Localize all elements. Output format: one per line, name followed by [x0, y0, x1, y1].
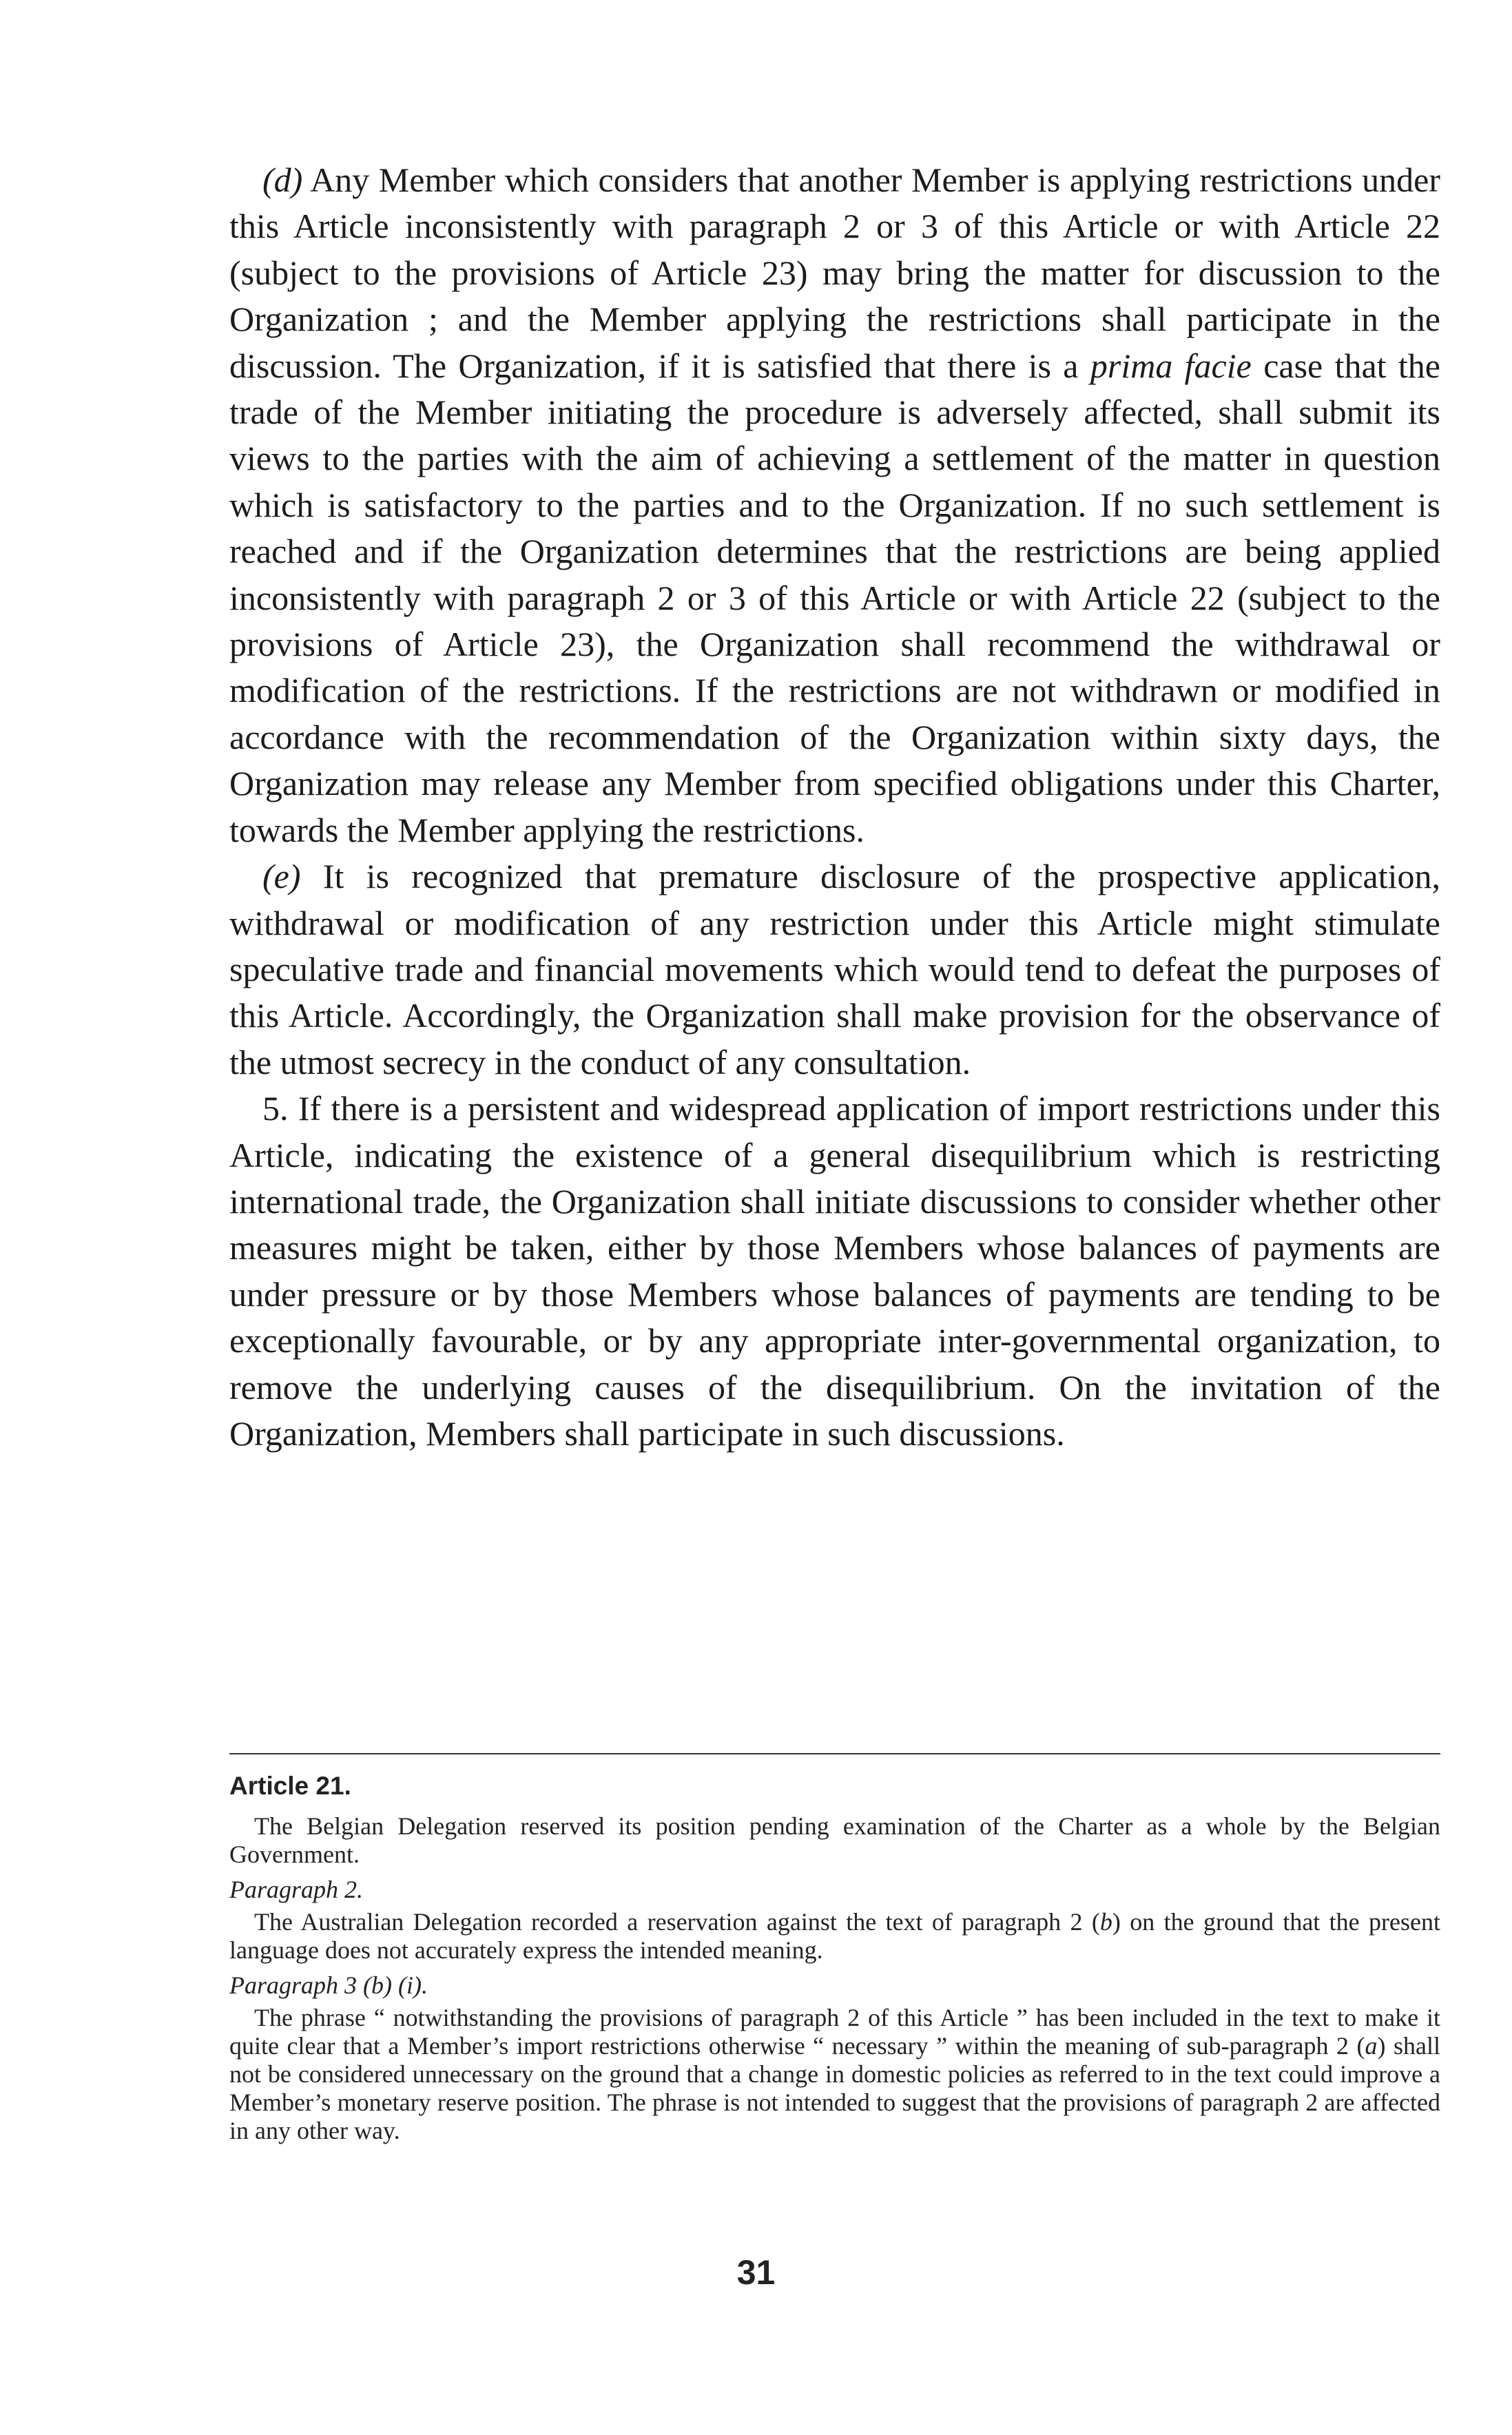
phrase-note	[229, 2004, 1440, 2145]
paragraph-2-heading: Paragraph 2.	[229, 1876, 364, 1903]
paragraph-e-text: It is recognized that premature disclosure of the prospective application, withdrawal or modification of any restriction under this Article might stimulate speculative trade and financial movements which would tend to defeat the purposes of this Article. Accordingly, the Organization shall make provision for the observance of the utmost secrecy in the conduct of any consultation.	[229, 857, 1440, 1081]
paragraph-d	[229, 157, 1440, 853]
paragraph-5: 5. If there is a persistent and widespread application of import restrictions under this Article, indicating the existence of a general disequilibrium which is restricting international trade, the Organization shall initiate discussions to consider whether other measures might be taken, either by those Members whose balances of payments are under pressure or by those Members whose balances of payments are tending to be exceptionally favourable, or by any appropriate inter-governmental organization, to remove the underlying causes of the disequilibrium. On the invitation of the Organization, Members shall participate in such discussions.	[229, 1089, 1440, 1453]
article-heading: Article 21.	[229, 1772, 351, 1800]
australian-note-italic: b	[1099, 1908, 1112, 1936]
australian-note-text: The Australian Delegation recorded a reservation against the text of paragraph 2 (	[254, 1908, 1100, 1936]
paragraph-e-label: (e)	[262, 857, 301, 896]
footnote-divider	[229, 1753, 1440, 1754]
paragraph-d-text: Any Member which considers that another Member is applying restrictions under this Article inconsistently with paragraph 2 or 3 of this Article or with Article 22 (subject to the provisions of Article 23) may bring the matter for discussion to the Organization ; and the Member applying the restrictions shall participate in the discussion. The Organization, if it is satisfied that there is a	[229, 160, 1440, 385]
paragraph-d-italic-phrase: prima facie	[1090, 346, 1252, 385]
footnotes	[229, 1772, 1440, 2145]
belgian-note: The Belgian Delegation reserved its position pending examination of the Charter as a whole by the Belgian Government.	[229, 1812, 1440, 1868]
page-number: 31	[736, 2253, 776, 2292]
main-text-body	[229, 157, 1440, 1457]
australian-note-text-continued: ) on the ground that the present language does not accurately express the intended meaning.	[229, 1908, 1440, 1964]
paragraph-d-text-continued: case that the trade of the Member initiating the procedure is adversely affected, shall submit its views to the parties with the aim of achieving a settlement of the matter in question which is satisfactory to the parties and to the Organization. If no such settlement is reached and if the Organization determines that the restrictions are being applied inconsistently with paragraph 2 or 3 of this Article or with Article 22 (subject to the provisions of Article 23), the Organization shall recommend the withdrawal or modification of the restrictions. If the restrictions are not withdrawn or modified in accordance with the recommendation of the Organization within sixty days, the Organization may release any Member from specified obligations under this Charter, towards the Member applying the restrictions.	[229, 346, 1440, 849]
phrase-note-text: The phrase “ notwithstanding the provisions of paragraph 2 of this Article ” has been included in the text to make it quite clear that a Member’s import restrictions otherwise “ necessary ” within the meaning of sub-paragraph 2 (	[229, 2004, 1440, 2060]
phrase-note-italic: a	[1365, 2032, 1378, 2060]
paragraph-e	[229, 853, 1440, 1086]
australian-note	[229, 1908, 1440, 1965]
paragraph-d-label: (d)	[262, 160, 303, 199]
phrase-note-text-continued: ) shall not be considered unnecessary on the ground that a change in domestic policies as referred to in the text could improve a Member’s monetary reserve position. The phrase is not intended to suggest that the provisions of paragraph 2 are affected in any other way.	[229, 2032, 1441, 2144]
paragraph-3-heading: Paragraph 3 (b) (i).	[229, 1971, 428, 1999]
